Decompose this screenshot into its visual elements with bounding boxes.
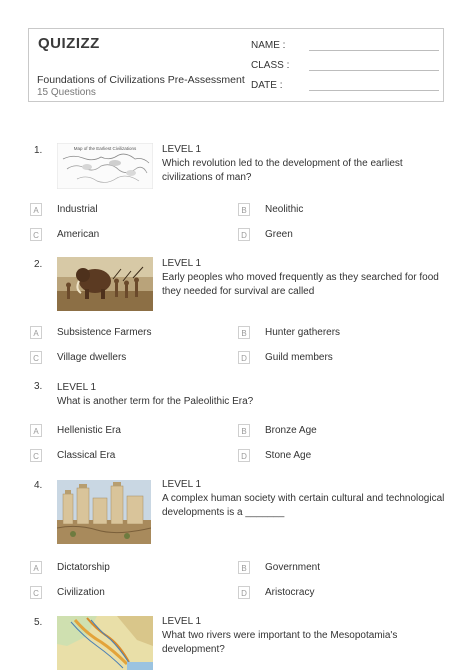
date-label: DATE : <box>251 80 283 91</box>
map-image <box>57 143 153 189</box>
option-text: American <box>57 229 100 240</box>
class-field[interactable] <box>251 59 439 73</box>
option-text: Civilization <box>57 587 105 598</box>
question-text <box>57 381 447 409</box>
class-line <box>309 70 439 71</box>
question-text <box>162 615 454 657</box>
worksheet-header <box>28 28 444 102</box>
question-count: 15 Questions <box>37 87 96 98</box>
date-line <box>309 90 439 91</box>
option-text: Green <box>265 229 293 240</box>
option-letter: A <box>30 561 42 574</box>
question-prompt: Which revolution led to the development of the earliest civilizations of man? <box>162 158 403 183</box>
option-letter: B <box>238 203 250 216</box>
option-text: Stone Age <box>265 450 312 461</box>
question-number: 4. <box>34 480 43 491</box>
option-letter: A <box>30 326 42 339</box>
option-text: Village dwellers <box>57 352 127 363</box>
question-prompt: Early peoples who moved frequently as they searched for food they needed for survival are called <box>162 272 439 297</box>
option-letter: B <box>238 561 250 574</box>
option-letter: B <box>238 424 250 437</box>
option-letter: C <box>30 351 42 364</box>
question-number: 5. <box>34 617 43 628</box>
option-letter: A <box>30 203 42 216</box>
question-number: 3. <box>34 381 43 392</box>
question-number: 2. <box>34 259 43 270</box>
level-label: LEVEL 1 <box>162 258 202 269</box>
option-text: Bronze Age <box>265 425 317 436</box>
option-text: Industrial <box>57 204 98 215</box>
worksheet-title: Foundations of Civilizations Pre-Assessment <box>37 74 245 86</box>
option-text: Subsistence Farmers <box>57 327 152 338</box>
map-caption: Map of the Earliest Civilizations <box>73 146 137 151</box>
option-text: Aristocracy <box>265 587 315 598</box>
option-letter: D <box>238 586 250 599</box>
name-label: NAME : <box>251 40 286 51</box>
mammoth-hunt-image <box>57 257 153 311</box>
option-letter: D <box>238 228 250 241</box>
option-text: Neolithic <box>265 204 304 215</box>
date-field[interactable] <box>251 79 439 93</box>
question-prompt: What is another term for the Paleolithic Era? <box>57 396 254 407</box>
mesopotamia-map-image <box>57 616 153 670</box>
option-letter: D <box>238 351 250 364</box>
name-field[interactable] <box>251 39 439 53</box>
level-label: LEVEL 1 <box>57 382 97 393</box>
option-letter: B <box>238 326 250 339</box>
option-letter: C <box>30 586 42 599</box>
option-text: Guild members <box>265 352 333 363</box>
option-text: Government <box>265 562 321 573</box>
question-prompt: What two rivers were important to the Mesopotamia's development? <box>162 630 398 655</box>
ancient-city-image <box>57 480 151 544</box>
level-label: LEVEL 1 <box>162 616 202 627</box>
question-text <box>162 257 452 299</box>
question-prompt: A complex human society with certain cultural and technological developments is a _______ <box>162 493 445 518</box>
option-letter: C <box>30 228 42 241</box>
question-text <box>162 143 452 185</box>
quizizz-logo: QUIZIZZ <box>38 35 100 52</box>
class-label: CLASS : <box>251 60 290 71</box>
option-letter: D <box>238 449 250 462</box>
question-text <box>162 478 454 520</box>
option-text: Hunter gatherers <box>265 327 341 338</box>
option-letter: C <box>30 449 42 462</box>
option-letter: A <box>30 424 42 437</box>
level-label: LEVEL 1 <box>162 144 202 155</box>
name-line <box>309 50 439 51</box>
option-text: Hellenistic Era <box>57 425 121 436</box>
level-label: LEVEL 1 <box>162 479 202 490</box>
question-number: 1. <box>34 145 43 156</box>
option-text: Dictatorship <box>57 562 110 573</box>
option-text: Classical Era <box>57 450 116 461</box>
